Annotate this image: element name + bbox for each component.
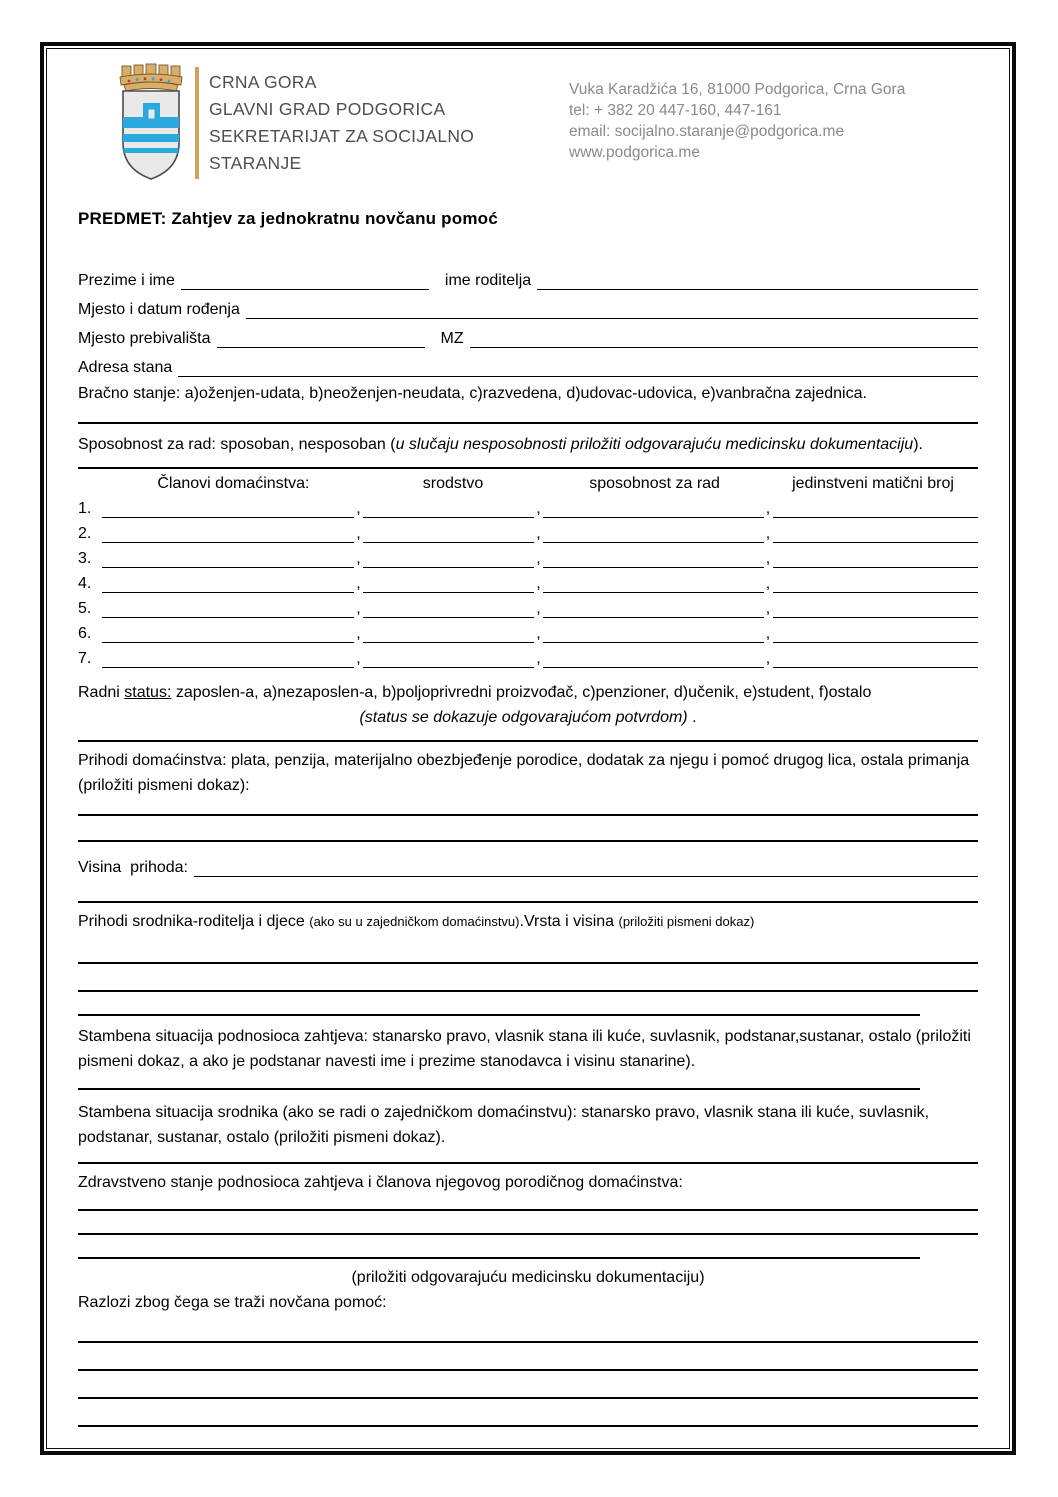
- household-input-id-number[interactable]: [773, 523, 979, 543]
- column-header-ability: sposobnost za rad: [589, 475, 720, 492]
- household-row: [78, 493, 978, 518]
- comma-separator: ,: [765, 600, 771, 617]
- comma-separator: ,: [536, 575, 541, 592]
- household-input-work-ability[interactable]: [543, 598, 764, 618]
- contact-email: email: socijalno.staranje@podgorica.me: [569, 123, 845, 140]
- household-input-kinship[interactable]: [363, 573, 534, 593]
- write-in-line[interactable]: [78, 814, 978, 816]
- health-note: (priložiti odgovarajuću medicinsku dokumentaciju): [351, 1269, 705, 1286]
- housing-applicant-text: Stambena situacija podnosioca zahtjeva: stanarsko pravo, vlasnik stana ili kuće, suvlasnik, podstanar,sustanar, ostalo (priložiti pismeni dokaz, a ako je podstanar navesti ime i prezime stanodavca i visinu stanarine).: [78, 1028, 971, 1070]
- write-in-line[interactable]: [78, 840, 978, 842]
- household-input-work-ability[interactable]: [543, 498, 764, 518]
- field-row-residence: [78, 319, 978, 348]
- work-ability-note: u slučaju nesposobnosti priložiti odgovarajuću medicinsku dokumentaciju: [395, 436, 914, 453]
- household-input-kinship[interactable]: [363, 523, 534, 543]
- household-row-number: 1.: [78, 500, 92, 517]
- org-line-city: GLAVNI GRAD PODGORICA: [209, 99, 446, 119]
- coat-of-arms-icon: [115, 63, 187, 185]
- relatives-income-prefix: Prihodi srodnika-roditelja i djece: [78, 913, 310, 930]
- relatives-income-mid: .Vrsta i visina: [519, 913, 619, 930]
- section-divider: [78, 1088, 920, 1090]
- comma-separator: ,: [356, 650, 361, 667]
- household-input-work-ability[interactable]: [543, 548, 764, 568]
- comma-separator: ,: [765, 625, 771, 642]
- comma-separator: ,: [356, 525, 361, 542]
- income-amount-input-line[interactable]: [194, 855, 978, 877]
- household-input-kinship[interactable]: [363, 598, 534, 618]
- write-in-line[interactable]: [78, 901, 978, 903]
- household-row-number: 3.: [78, 550, 92, 567]
- work-status-text: [78, 680, 978, 705]
- household-input-id-number[interactable]: [773, 573, 979, 593]
- write-in-line[interactable]: [78, 1369, 978, 1371]
- birth-label: Mjesto i datum rođenja: [78, 301, 240, 318]
- field-row-birth: [78, 290, 978, 319]
- household-table-header: [78, 475, 978, 493]
- work-status-note-suffix: .: [687, 709, 697, 726]
- column-header-id-number: jedinstveni matični broj: [792, 475, 954, 492]
- field-row-name: [78, 261, 978, 290]
- write-in-line[interactable]: [78, 990, 978, 992]
- household-input-kinship[interactable]: [363, 498, 534, 518]
- column-header-members: Članovi domaćinstva:: [157, 475, 310, 492]
- write-in-line[interactable]: [78, 1257, 920, 1259]
- household-input-id-number[interactable]: [773, 648, 979, 668]
- comma-separator: ,: [765, 650, 771, 667]
- work-status-note-italic: (status se dokazuje odgovarajućom potvrdom): [359, 709, 688, 726]
- household-input-kinship[interactable]: [363, 648, 534, 668]
- comma-separator: ,: [765, 525, 771, 542]
- contact-phone: tel: + 382 20 447-160, 447-161: [569, 102, 782, 119]
- household-input-member-name[interactable]: [102, 598, 354, 618]
- residence-input-line[interactable]: [217, 326, 425, 348]
- household-row-number: 7.: [78, 650, 92, 667]
- work-ability-suffix: ).: [913, 436, 923, 453]
- write-in-line[interactable]: [78, 1014, 920, 1016]
- organization-name: [209, 63, 509, 177]
- write-in-line[interactable]: [78, 1397, 978, 1399]
- work-ability-text: [78, 432, 978, 457]
- name-input-line[interactable]: [181, 268, 429, 290]
- org-line-secretariat: SEKRETARIJAT ZA SOCIJALNO: [209, 126, 475, 146]
- relatives-income-small2: (priložiti pismeni dokaz): [618, 914, 755, 929]
- comma-separator: ,: [536, 600, 541, 617]
- comma-separator: ,: [765, 575, 771, 592]
- household-row-number: 2.: [78, 525, 92, 542]
- household-input-id-number[interactable]: [773, 498, 979, 518]
- personal-data-section: [78, 261, 978, 406]
- section-divider: [78, 422, 978, 424]
- podgorica-coat-of-arms-logo: [115, 63, 187, 185]
- section-divider: [78, 467, 978, 469]
- parent-name-input-line[interactable]: [537, 268, 978, 290]
- relatives-income-small1: (ako su u zajedničkom domaćinstvu): [309, 914, 520, 929]
- work-status-note: [78, 705, 978, 730]
- household-row-number: 4.: [78, 575, 92, 592]
- comma-separator: ,: [536, 525, 541, 542]
- household-input-work-ability[interactable]: [543, 523, 764, 543]
- comma-separator: ,: [536, 650, 541, 667]
- health-condition-label: Zdravstveno stanje podnosioca zahtjeva i članova njegovog porodičnog domaćinstva:: [78, 1174, 683, 1191]
- header-spacer: [78, 475, 102, 493]
- household-input-member-name[interactable]: [102, 623, 354, 643]
- write-in-line[interactable]: [78, 1233, 978, 1235]
- comma-separator: ,: [536, 550, 541, 567]
- section-divider: [78, 1162, 978, 1164]
- address-input-line[interactable]: [178, 355, 978, 377]
- section-divider: [78, 740, 978, 742]
- household-input-work-ability[interactable]: [543, 573, 764, 593]
- household-row: [78, 543, 978, 568]
- household-income-text: Prihodi domaćinstva: plata, penzija, materijalno obezbjeđenje porodice, dodatak za njegu i pomoć drugog lica, ostala primanja (priložiti pismeni dokaz):: [78, 752, 970, 794]
- household-row-number: 6.: [78, 625, 92, 642]
- work-status-options: zaposlen-a, a)nezaposlen-a, b)poljoprivredni proizvođač, c)penzioner, d)učenik, e)student, f)ostalo: [171, 684, 872, 701]
- reasons-label: Razlozi zbog čega se traži novčana pomoć:: [78, 1294, 387, 1311]
- household-input-kinship[interactable]: [363, 623, 534, 643]
- comma-separator: ,: [356, 550, 361, 567]
- household-input-work-ability[interactable]: [543, 648, 764, 668]
- mz-label: MZ: [440, 330, 464, 347]
- document-page: [46, 48, 1010, 1449]
- write-in-line[interactable]: [78, 962, 978, 964]
- field-row-address: [78, 348, 978, 377]
- work-status-underlined: status:: [124, 684, 172, 701]
- work-status-prefix: Radni: [78, 684, 125, 701]
- marital-status-text: Bračno stanje: a)oženjen-udata, b)neoženjen-neudata, c)razvedena, d)udovac-udovica, e)vanbračna zajednica.: [78, 385, 867, 402]
- contact-address: Vuka Karadžića 16, 81000 Podgorica, Crna Gora: [569, 81, 906, 98]
- write-in-line[interactable]: [78, 1425, 978, 1427]
- household-input-member-name[interactable]: [102, 648, 354, 668]
- contact-info: [569, 63, 905, 163]
- comma-separator: ,: [356, 625, 361, 642]
- relatives-income-text: [78, 909, 978, 934]
- parent-name-label: ime roditelja: [444, 272, 532, 289]
- household-row: [78, 593, 978, 618]
- residence-label: Mjesto prebivališta: [78, 330, 211, 347]
- org-line-secretariat2: STARANJE: [209, 153, 302, 173]
- comma-separator: ,: [356, 500, 361, 517]
- household-input-member-name[interactable]: [102, 548, 354, 568]
- contact-website: www.podgorica.me: [569, 144, 700, 161]
- household-input-id-number[interactable]: [773, 623, 979, 643]
- household-input-id-number[interactable]: [773, 548, 979, 568]
- comma-separator: ,: [356, 575, 361, 592]
- letterhead: [78, 63, 978, 185]
- household-input-work-ability[interactable]: [543, 623, 764, 643]
- household-row: [78, 643, 978, 668]
- comma-separator: ,: [765, 550, 771, 567]
- household-input-member-name[interactable]: [102, 573, 354, 593]
- org-line-country: CRNA GORA: [209, 72, 317, 92]
- comma-separator: ,: [536, 625, 541, 642]
- household-input-member-name[interactable]: [102, 498, 354, 518]
- column-header-kinship: srodstvo: [422, 475, 484, 492]
- mz-input-line[interactable]: [470, 326, 978, 348]
- housing-relatives-text: Stambena situacija srodnika (ako se radi o zajedničkom domaćinstvu): stanarsko pravo, vlasnik stana ili kuće, suvlasnik, podstanar, sustanar, ostalo (priložiti pismeni dokaz).: [78, 1104, 930, 1146]
- household-row-number: 5.: [78, 600, 92, 617]
- income-amount-label: Visina prihoda:: [78, 859, 188, 876]
- household-input-member-name[interactable]: [102, 523, 354, 543]
- address-label: Adresa stana: [78, 359, 173, 376]
- subject-heading: PREDMET: Zahtjev za jednokratnu novčanu pomoć: [78, 209, 498, 228]
- letterhead-divider: [195, 67, 199, 179]
- name-label: Prezime i ime: [78, 272, 175, 289]
- birth-input-line[interactable]: [246, 297, 978, 319]
- household-row: [78, 518, 978, 543]
- household-row: [78, 568, 978, 593]
- comma-separator: ,: [356, 600, 361, 617]
- income-amount-row: [78, 848, 978, 877]
- work-ability-prefix: Sposobnost za rad: sposoban, nesposoban (: [78, 436, 396, 453]
- page-border: [40, 42, 1016, 1455]
- household-table-rows: [78, 493, 978, 668]
- comma-separator: ,: [536, 500, 541, 517]
- write-in-line[interactable]: [78, 1341, 978, 1343]
- comma-separator: ,: [765, 500, 771, 517]
- household-input-id-number[interactable]: [773, 598, 979, 618]
- write-in-line[interactable]: [78, 1209, 978, 1211]
- household-input-kinship[interactable]: [363, 548, 534, 568]
- household-row: [78, 618, 978, 643]
